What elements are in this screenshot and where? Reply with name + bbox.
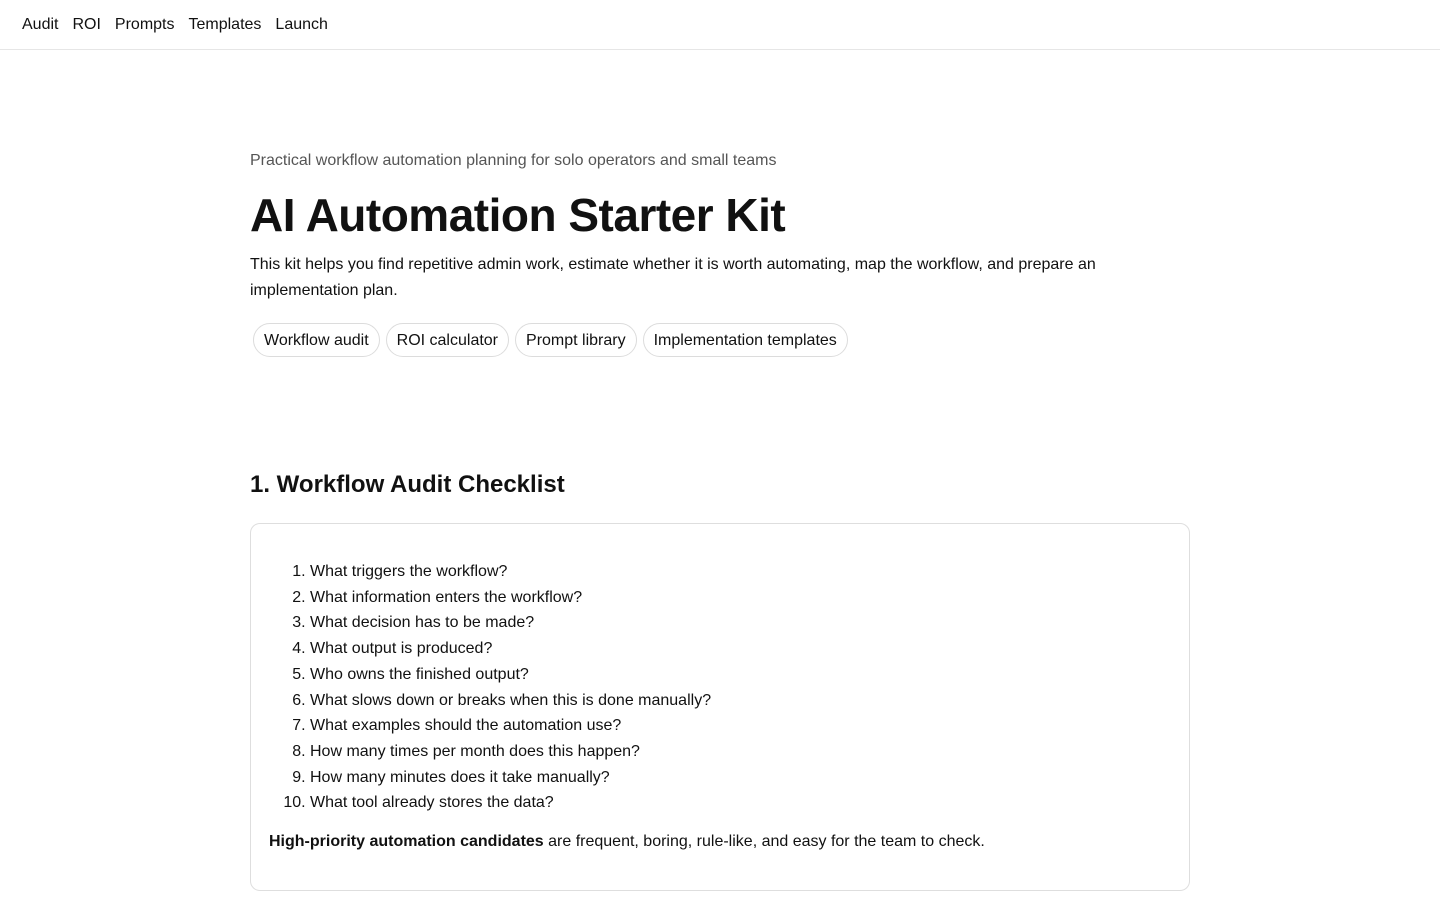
checklist-item: 9. How many minutes does it take manually? [310, 765, 711, 791]
audit-checklist-card [250, 523, 1190, 891]
checklist-item: 2. What information enters the workflow? [310, 585, 711, 611]
nav-link-launch[interactable]: Launch [275, 15, 328, 33]
checklist-item: 8. How many times per month does this happen? [310, 739, 711, 765]
checklist-item: 10. What tool already stores the data? [310, 790, 711, 816]
nav-link-roi[interactable]: ROI [72, 15, 101, 33]
checklist-item: 7. What examples should the automation use? [310, 713, 711, 739]
chip-implementation-templates[interactable]: Implementation templates [643, 323, 848, 357]
nav-link-prompts[interactable]: Prompts [114, 15, 175, 33]
checklist-item: 4. What output is produced? [310, 636, 711, 662]
nav-link-audit[interactable]: Audit [22, 15, 59, 33]
priority-note-strong: High-priority automation candidates [269, 833, 544, 850]
nav-link-templates[interactable]: Templates [188, 15, 262, 33]
hero-eyebrow: Practical workflow automation planning for solo operators and small teams [250, 152, 777, 169]
chip-prompt-library[interactable]: Prompt library [515, 323, 637, 357]
checklist-item: 1. What triggers the workflow? [310, 559, 711, 585]
checklist-item: 5. Who owns the finished output? [310, 662, 711, 688]
chip-workflow-audit[interactable]: Workflow audit [253, 323, 380, 357]
priority-note [269, 830, 985, 854]
chip-roi-calculator[interactable]: ROI calculator [386, 323, 509, 357]
page-title: AI Automation Starter Kit [250, 189, 786, 241]
audit-checklist [269, 559, 711, 816]
priority-note-text: are frequent, boring, rule-like, and easy for the team to check. [543, 833, 985, 850]
checklist-item: 6. What slows down or breaks when this is done manually? [310, 688, 711, 714]
hero-description: This kit helps you find repetitive admin work, estimate whether it is worth automating, map the workflow, and prepare an implementation plan. [250, 256, 1096, 299]
feature-chips [253, 323, 848, 357]
checklist-item: 3. What decision has to be made? [310, 610, 711, 636]
section-title-audit: 1. Workflow Audit Checklist [250, 471, 565, 498]
top-nav [0, 0, 1440, 50]
